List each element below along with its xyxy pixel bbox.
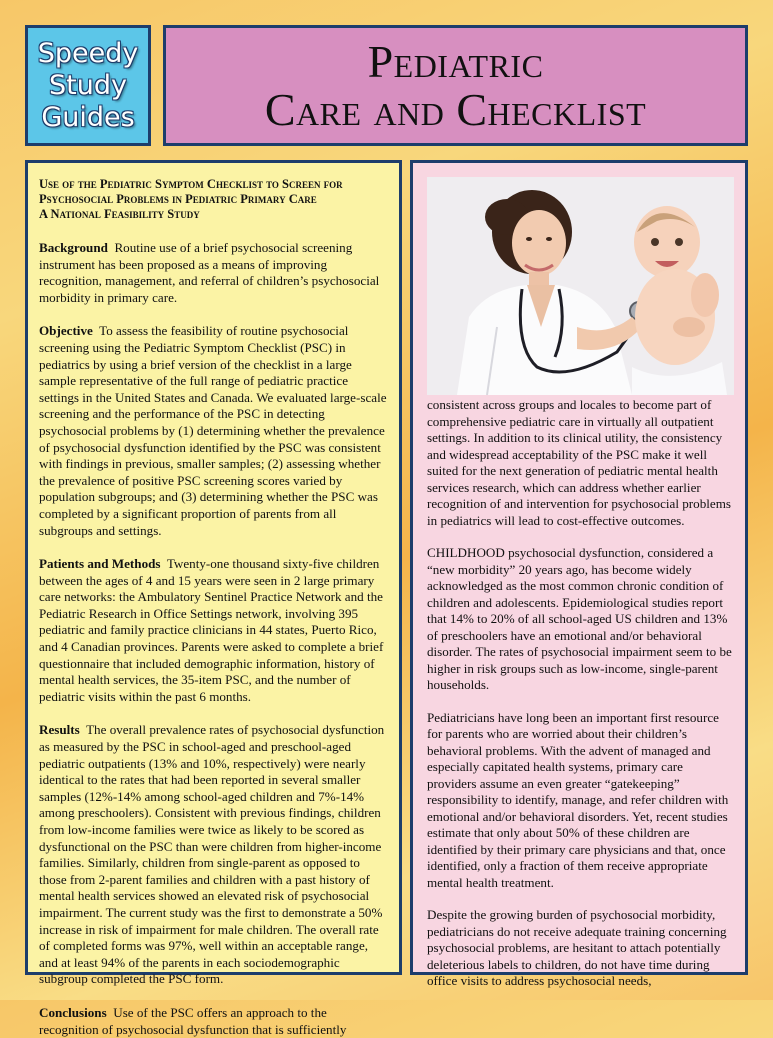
objective-text: To assess the feasibility of routine psychosocial screening using the Pediatric Symptom Checklist (PSC) in pediatrics by using a brief version of the checklist in a large sample representative of the full range of pediatric practice settings in the United States and Canada. We evaluated large-scale screening and the performance of the PSC in detecting psychosocial problems by (1) determining whether the prevalence of psychosocial dysfunction identified by the PSC was consistent with findings in previous, smaller samples; (2) assessing whether the prevalence of positive PSC screening scores varied by population subgroups; and (3) determining whether the PSC was completed by a significant proportion of parents from all subgroups and settings. [39, 323, 387, 538]
study-title-line: Use of the Pediatric Symptom Checklist to Screen for [39, 177, 343, 191]
study-title-line: A National Feasibility Study [39, 207, 200, 221]
doctor-baby-photo [427, 177, 734, 395]
results-paragraph [39, 722, 389, 988]
background-text: Routine use of a brief psychosocial screening instrument has been proposed as a means of improving recognition, management, and referral of children’s psychosocial morbidity in primary care. [39, 240, 380, 305]
title-line-1: Pediatric [367, 35, 544, 87]
right-paragraph-2: CHILDHOOD psychosocial dysfunction, considered a “new morbidity” 20 years ago, has become widely acknowledged as the most common chronic condition of children and adolescents. Epidemiological studies report that 14% to 20% of all school-aged US children and 13% of preschoolers have an emotional and/or behavioral disorder. The rates of psychosocial impairment seem to be higher in risk groups such as low-income, single-parent households. [427, 545, 732, 692]
study-title-line: Psychosocial Problems in Pediatric Primary Care [39, 192, 317, 206]
right-paragraph-3: Pediatricians have long been an important first resource for parents who are worried about their children’s behavioral problems. With the advent of managed and especially capitated health systems, primary care providers assume an even greater “gatekeeping” responsibility to identify, manage, and refer children with emotional and/or behavioral disorders. Yet, recent studies estimate that only about 50% of these children are identified by their primary care physicians and that, once identified, only a fraction of them receive appropriate mental health treatment. [427, 709, 729, 890]
logo-line: Study [49, 69, 127, 101]
right-paragraph-4: Despite the growing burden of psychosocial morbidity, pediatricians do not receive adequate training concerning psychosocial problems, are hesitant to attach potentially deleterious labels to children, do not have time during office visits to address psychosocial needs, [427, 907, 727, 988]
conclusions-text: Use of the PSC offers an approach to the recognition of psychosocial dysfunction that is sufficiently [39, 1004, 347, 1037]
objective-paragraph [39, 323, 389, 539]
conclusions-paragraph [39, 1005, 389, 1038]
left-column [25, 160, 402, 1037]
doctor-baby-illustration [427, 177, 734, 395]
background-heading: Background [39, 240, 108, 255]
right-column [410, 160, 748, 988]
logo-line: Speedy [37, 37, 139, 69]
study-title [39, 177, 389, 222]
methods-text: Twenty-one thousand sixty-five children between the ages of 4 and 15 years were seen in 2 large primary care networks: the Ambulatory Sentinel Practice Network and the Pediatric Research in Office Settings network, involving 395 pediatric and family practice clinicians in 44 states, Puerto Rico, and 4 Canadian provinces. Parents were asked to complete a brief questionnaire that included demographic information, history of mental health services, the 35-item PSC, and the number of pediatric visits within the past 6 months. [39, 556, 384, 704]
results-heading: Results [39, 722, 80, 738]
methods-paragraph [39, 556, 389, 705]
right-paragraph-1: consistent across groups and locales to become part of comprehensive pediatric care in virtually all outpatient settings. In addition to its clinical utility, the consistency and widespread acceptability of the PSC make it well suited for the next generation of pediatric mental health services research, which can address whether earlier recognition of and intervention for psychosocial problems in pediatrics will lead to cost-effective outcomes. [427, 397, 731, 528]
page-title [163, 25, 748, 146]
methods-heading: Patients and Methods [39, 556, 161, 572]
objective-heading: Objective [39, 323, 93, 339]
logo-line: Guides [41, 101, 135, 133]
title-line-2: Care and Checklist [264, 83, 647, 135]
conclusions-heading: Conclusions [39, 1004, 107, 1020]
results-text: The overall prevalence rates of psychosocial dysfunction as measured by the PSC in school-aged and preschool-aged pediatric outpatients (13% and 10%, respectively) were nearly identical to the rates that had been reported in several smaller samples (12%-14% among school-aged children and 7%-14% among preschoolers). Consistent with previous findings, children from low-income families were twice as likely to be scored as dysfunctional on the PSC than were children from higher-income families. Similarly, children from single-parent as opposed to those from 2-parent families and children with a past history of mental health services showed an elevated risk of psychosocial impairment. The current study was the first to demonstrate a 50% increase in risk of impairment for male children. The overall rate of completed forms was 97%, well within an acceptable range, and at least 94% of the parents in each sociodemographic subgroup completed the PSC form. [39, 722, 385, 987]
background-paragraph [39, 240, 389, 306]
speedy-study-guides-logo [25, 25, 151, 146]
